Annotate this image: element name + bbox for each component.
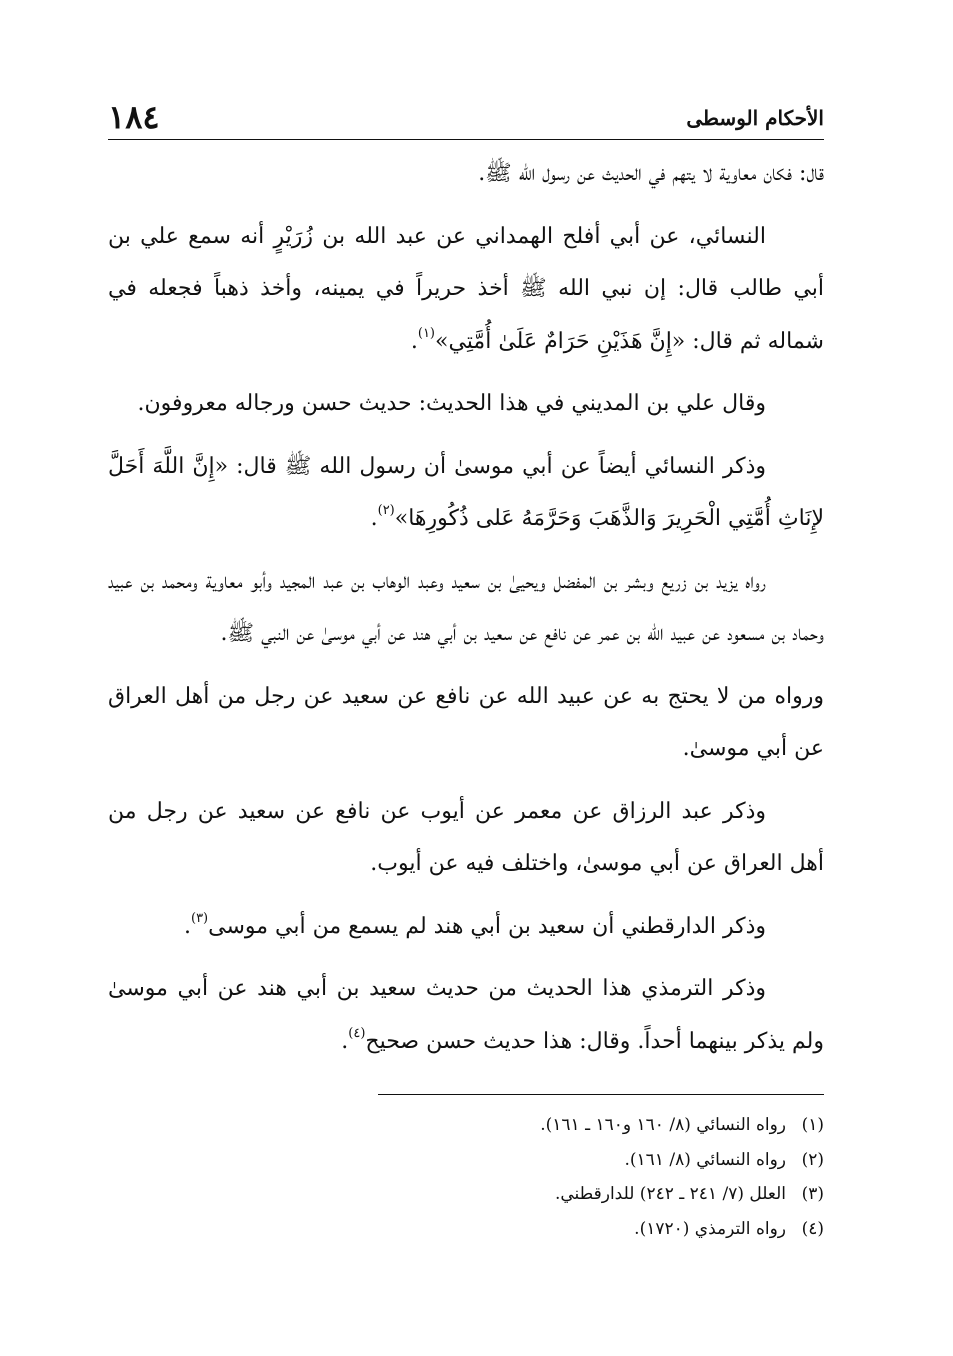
footnote-number: (١) — [801, 1115, 824, 1135]
footnote — [108, 1212, 824, 1247]
footnote-ref: (٢) — [377, 503, 395, 518]
paragraph: وذكر الترمذي هذا الحديث من حديث سعيد بن أبي هند عن أبي موسىٰ ولم يذكر بينهما أحداً. وقال: هذا حديث حسن صحيح$^{(٤)}$. — [108, 976, 824, 1054]
footnote — [108, 1177, 824, 1212]
paragraph: وذكر عبد الرزاق عن معمر عن أيوب عن نافع عن سعيد عن رجل من أهل العراق عن أبي موسىٰ، واختلف فيه عن أيوب. — [108, 798, 824, 876]
footnote-number: (٣) — [801, 1184, 824, 1204]
footnote-ref: (٣) — [190, 910, 209, 926]
paragraph: قال: فكان معاوية لا يتهم في الحديث عن رسول الله ﷺ. — [478, 161, 824, 186]
footnote-ref: (٤) — [348, 1025, 366, 1041]
footnote-rule — [378, 1094, 824, 1095]
paragraph: وذكر النسائي أيضاً عن أبي موسىٰ أن رسول الله ﷺ قال: «إِنَّ اللَّهَ أَحَلَّ لإِنَاثِ أُمَّتِي الْحَرِيرَ وَالذَّهَبَ وَحَرَّمَهُ عَلى ذُكُورِهَا»$^{(٢)}$. — [108, 453, 824, 531]
book-title: الأحكام الوسطى — [686, 106, 824, 130]
paragraph: وقال علي بن المديني في هذا الحديث: حديث حسن ورجاله معروفون. — [137, 391, 766, 416]
footnote-text: العلل (٧/ ٢٤١ ـ ٢٤٢) للدارقطني. — [554, 1184, 786, 1204]
header-rule — [108, 139, 824, 140]
paragraph: وذكر الدارقطني أن سعيد بن أبي هند لم يسمع من أبي موسى$^{(٣)}$. — [183, 910, 766, 939]
paragraph: النسائي، عن أبي أفلح الهمداني عن عبد الله بن زُرَيْرٍ أنه سمع علي بن أبي طالب قال: إن نبي الله ﷺ أخذ حريراً في يمينه، وأخذ ذهباً فجعله في شماله ثم قال: «إِنَّ هَذَيْنِ حَرَامٌ عَلَىٰ أُمَّتِي»$^{(١)}$. — [108, 223, 824, 354]
footnote-text: رواه النسائي (٨/ ١٦١). — [624, 1149, 786, 1170]
paragraph: رواه يزيد بن زريع وبشر بن المفضل ويحيىٰ بن سعيد وعبد الوهاب بن عبد المجيد وأبو معاوية ومحمد بن عبيد وحماد بن مسعود عن عبيد الله بن عمر عن نافع عن سعيد بن أبي هند عن أبي موسىٰ عن النبي ﷺ. — [108, 568, 824, 646]
footnote-number: (٢) — [801, 1149, 824, 1170]
footnotes — [108, 1108, 824, 1246]
footnote-number: (٤) — [801, 1218, 824, 1239]
footnote — [108, 1108, 824, 1143]
footnote-ref: (١) — [417, 325, 435, 341]
footnote-text: رواه النسائي (٨/ ١٦٠ و١٦٠ ـ ١٦١). — [540, 1115, 786, 1135]
page-number: ١٨٤ — [108, 98, 160, 136]
footnote — [108, 1143, 824, 1178]
footnote-text: رواه الترمذي (١٧٢٠). — [634, 1218, 786, 1239]
running-header — [108, 90, 824, 138]
paragraph: ورواه من لا يحتج به عن عبيد الله عن نافع عن سعيد عن رجل من أهل العراق عن أبي موسىٰ. — [108, 683, 824, 761]
body-text — [108, 148, 824, 1068]
